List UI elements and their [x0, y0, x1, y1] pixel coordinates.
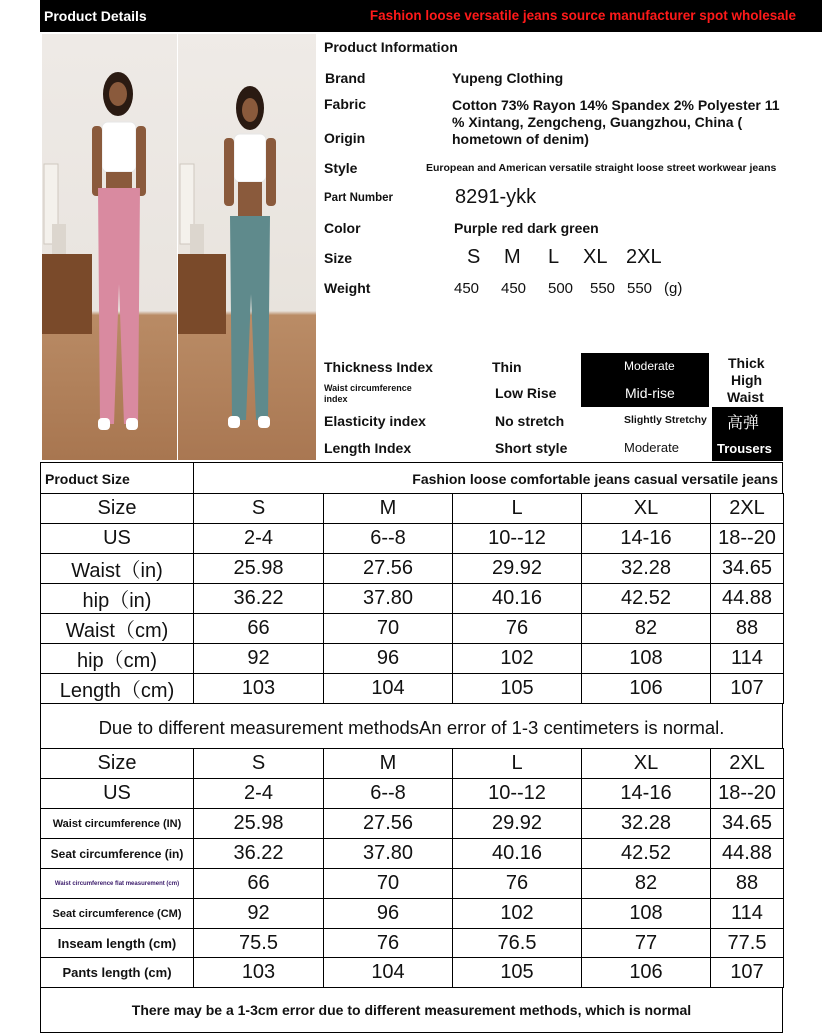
- table-cell: 29.92: [453, 554, 582, 584]
- brand-value: Yupeng Clothing: [452, 70, 564, 86]
- table-cell: 32.28: [582, 809, 711, 839]
- table-cell: 92: [194, 899, 324, 929]
- table-cell: 106: [582, 674, 711, 704]
- table-cell: 70: [324, 869, 453, 899]
- thin-option: Thin: [492, 359, 522, 375]
- row-label-cell: Seat circumference (in): [41, 839, 194, 869]
- product-info-title: Product Information: [324, 39, 458, 55]
- mid-rise-option: Mid-rise: [625, 385, 675, 401]
- table-row: [41, 554, 784, 584]
- table-row: [41, 494, 784, 524]
- high-waist-option-1: High: [731, 372, 763, 388]
- table-cell: 114: [711, 644, 784, 674]
- row-label-cell: Inseam length (cm): [41, 929, 194, 958]
- table-row: [41, 839, 784, 869]
- weight-l: 500: [548, 280, 574, 297]
- row-label-cell: US: [41, 779, 194, 809]
- table-cell: 102: [453, 899, 582, 929]
- table-cell: 42.52: [582, 584, 711, 614]
- fabric-line-1: Cotton 73% Rayon 14% Spandex 2% Polyester 11: [452, 97, 780, 113]
- measurement-note-2-cell: [40, 987, 783, 1033]
- high-waist-option-2: Waist: [727, 389, 764, 405]
- table-cell: 37.80: [324, 839, 453, 869]
- table-row: [41, 749, 784, 779]
- table-cell: 114: [711, 899, 784, 929]
- table-cell: 29.92: [453, 809, 582, 839]
- row-label-cell: Size: [41, 494, 194, 524]
- row-label-cell: hip（in): [41, 584, 194, 614]
- header-slogan: Fashion loose versatile jeans source manufacturer spot wholesale: [369, 8, 796, 23]
- table-cell: 77.5: [711, 929, 784, 958]
- row-label-cell: Pants length (cm): [41, 958, 194, 988]
- color-value: Purple red dark green: [454, 220, 599, 236]
- style-value: European and American versatile straight loose street workwear jeans: [426, 162, 777, 174]
- table-cell: 82: [582, 869, 711, 899]
- waist-index-label: Waist circumference index: [324, 383, 412, 404]
- table-row: [41, 958, 784, 988]
- measurement-note-2: There may be a 1-3cm error due to different measurement methods, which is normal: [131, 1002, 692, 1018]
- table-cell: 42.52: [582, 839, 711, 869]
- short-style-option: Short style: [495, 440, 568, 456]
- table-row: [41, 809, 784, 839]
- thickness-index-label: Thickness Index: [324, 359, 433, 375]
- table-cell: 107: [711, 674, 784, 704]
- size-l: L: [548, 246, 560, 268]
- fabric-line-3: hometown of denim): [452, 131, 589, 147]
- weight-2xl: 550: [627, 280, 653, 297]
- table-cell: 105: [453, 674, 582, 704]
- table-cell: 34.65: [711, 554, 784, 584]
- table-cell: 105: [453, 958, 582, 988]
- size-m: M: [504, 246, 521, 268]
- header-bar: [40, 0, 822, 32]
- low-rise-option: Low Rise: [495, 385, 557, 401]
- row-label-cell: Size: [41, 749, 194, 779]
- row-label-cell: hip（cm): [41, 644, 194, 674]
- product-size-title-cell: [193, 462, 783, 494]
- table-cell: 92: [194, 644, 324, 674]
- table-row: [41, 899, 784, 929]
- table-cell: 40.16: [453, 839, 582, 869]
- product-size-label-cell: [40, 462, 194, 494]
- table-cell: 2-4: [194, 779, 324, 809]
- table-cell: 88: [711, 869, 784, 899]
- table-cell: 2XL: [711, 749, 784, 779]
- row-label-cell: Length（cm): [41, 674, 194, 704]
- table-cell: 18--20: [711, 779, 784, 809]
- table-cell: L: [453, 494, 582, 524]
- size-table-2: [40, 748, 784, 988]
- brand-label: Brand: [325, 70, 366, 86]
- length-index-label: Length Index: [324, 440, 412, 456]
- weight-xl: 550: [590, 280, 616, 297]
- table-cell: 106: [582, 958, 711, 988]
- thick-option: Thick: [728, 355, 765, 371]
- table-cell: 75.5: [194, 929, 324, 958]
- table-cell: XL: [582, 749, 711, 779]
- table-cell: 2-4: [194, 524, 324, 554]
- table-row: [41, 524, 784, 554]
- table-cell: 44.88: [711, 839, 784, 869]
- part-number-value: 8291-ykk: [455, 186, 537, 208]
- table-cell: S: [194, 494, 324, 524]
- table-cell: 36.22: [194, 839, 324, 869]
- table-cell: 103: [194, 674, 324, 704]
- table-cell: 108: [582, 899, 711, 929]
- table-cell: M: [324, 494, 453, 524]
- row-label-cell: Waist（cm): [41, 614, 194, 644]
- style-label: Style: [324, 160, 358, 176]
- slightly-stretchy-option: Slightly Stretchy: [624, 414, 707, 426]
- size-2xl: 2XL: [626, 246, 662, 268]
- color-label: Color: [324, 220, 361, 236]
- product-photo-green: [178, 34, 316, 460]
- table-cell: 82: [582, 614, 711, 644]
- table-row: [41, 779, 784, 809]
- table-cell: 107: [711, 958, 784, 988]
- fabric-label: Fabric: [324, 96, 367, 112]
- table-cell: S: [194, 749, 324, 779]
- product-photo-pink: [42, 34, 177, 460]
- table-cell: 66: [194, 869, 324, 899]
- fabric-line-2: % Xintang, Zengcheng, Guangzhou, China (: [452, 114, 743, 130]
- product-size-title: Fashion loose comfortable jeans casual versatile jeans: [412, 471, 778, 487]
- table-cell: 37.80: [324, 584, 453, 614]
- table-cell: 70: [324, 614, 453, 644]
- table-cell: 76: [453, 614, 582, 644]
- table-cell: 27.56: [324, 809, 453, 839]
- table-cell: 103: [194, 958, 324, 988]
- measurement-note-1-cell: [40, 703, 783, 749]
- table-cell: 18--20: [711, 524, 784, 554]
- weight-label: Weight: [324, 280, 371, 296]
- table-row: [41, 584, 784, 614]
- table-cell: 14-16: [582, 524, 711, 554]
- table-cell: 40.16: [453, 584, 582, 614]
- moderate-length-option: Moderate: [624, 440, 679, 455]
- table-cell: 76.5: [453, 929, 582, 958]
- measurement-note-1: Due to different measurement methodsAn error of 1-3 centimeters is normal.: [98, 717, 725, 738]
- table-cell: 102: [453, 644, 582, 674]
- size-s: S: [467, 246, 481, 268]
- table-cell: M: [324, 749, 453, 779]
- table-cell: 6--8: [324, 524, 453, 554]
- table-cell: 10--12: [453, 779, 582, 809]
- table-cell: 27.56: [324, 554, 453, 584]
- table-row: [41, 644, 784, 674]
- table-row: [41, 869, 784, 899]
- part-number-label: Part Number: [324, 192, 394, 204]
- size-table-1: [40, 493, 784, 704]
- no-stretch-option: No stretch: [495, 413, 565, 429]
- table-row: [41, 929, 784, 958]
- moderate-thickness-option: Moderate: [624, 359, 675, 373]
- trousers-option: Trousers: [717, 441, 772, 456]
- size-label: Size: [324, 250, 353, 266]
- row-label-cell: US: [41, 524, 194, 554]
- row-label-cell: Waist circumference flat measurement (cm): [41, 869, 194, 899]
- table-cell: 25.98: [194, 809, 324, 839]
- table-cell: 76: [324, 929, 453, 958]
- table-cell: 36.22: [194, 584, 324, 614]
- elasticity-index-label: Elasticity index: [324, 413, 426, 429]
- table-cell: 88: [711, 614, 784, 644]
- product-size-label: Product Size: [45, 471, 130, 487]
- table-cell: 96: [324, 644, 453, 674]
- table-cell: 104: [324, 958, 453, 988]
- table-cell: 76: [453, 869, 582, 899]
- table-cell: 14-16: [582, 779, 711, 809]
- weight-m: 450: [501, 280, 527, 297]
- table-cell: 10--12: [453, 524, 582, 554]
- row-label-cell: Seat circumference (CM): [41, 899, 194, 929]
- table-cell: 104: [324, 674, 453, 704]
- table-cell: 32.28: [582, 554, 711, 584]
- header-title: Product Details: [44, 8, 147, 24]
- table-cell: 34.65: [711, 809, 784, 839]
- table-cell: 108: [582, 644, 711, 674]
- table-cell: XL: [582, 494, 711, 524]
- origin-label: Origin: [324, 130, 366, 146]
- table-cell: 2XL: [711, 494, 784, 524]
- size-xl: XL: [583, 246, 608, 268]
- table-cell: 6--8: [324, 779, 453, 809]
- weight-s: 450: [454, 280, 480, 297]
- table-cell: 66: [194, 614, 324, 644]
- table-row: [41, 614, 784, 644]
- row-label-cell: Waist circumference (IN): [41, 809, 194, 839]
- table-cell: 44.88: [711, 584, 784, 614]
- table-cell: 77: [582, 929, 711, 958]
- table-cell: 25.98: [194, 554, 324, 584]
- table-row: [41, 674, 784, 704]
- row-label-cell: Waist（in): [41, 554, 194, 584]
- weight-unit: (g): [664, 280, 683, 297]
- table-cell: L: [453, 749, 582, 779]
- table-cell: 96: [324, 899, 453, 929]
- high-elastic-option: 高弹: [727, 415, 760, 432]
